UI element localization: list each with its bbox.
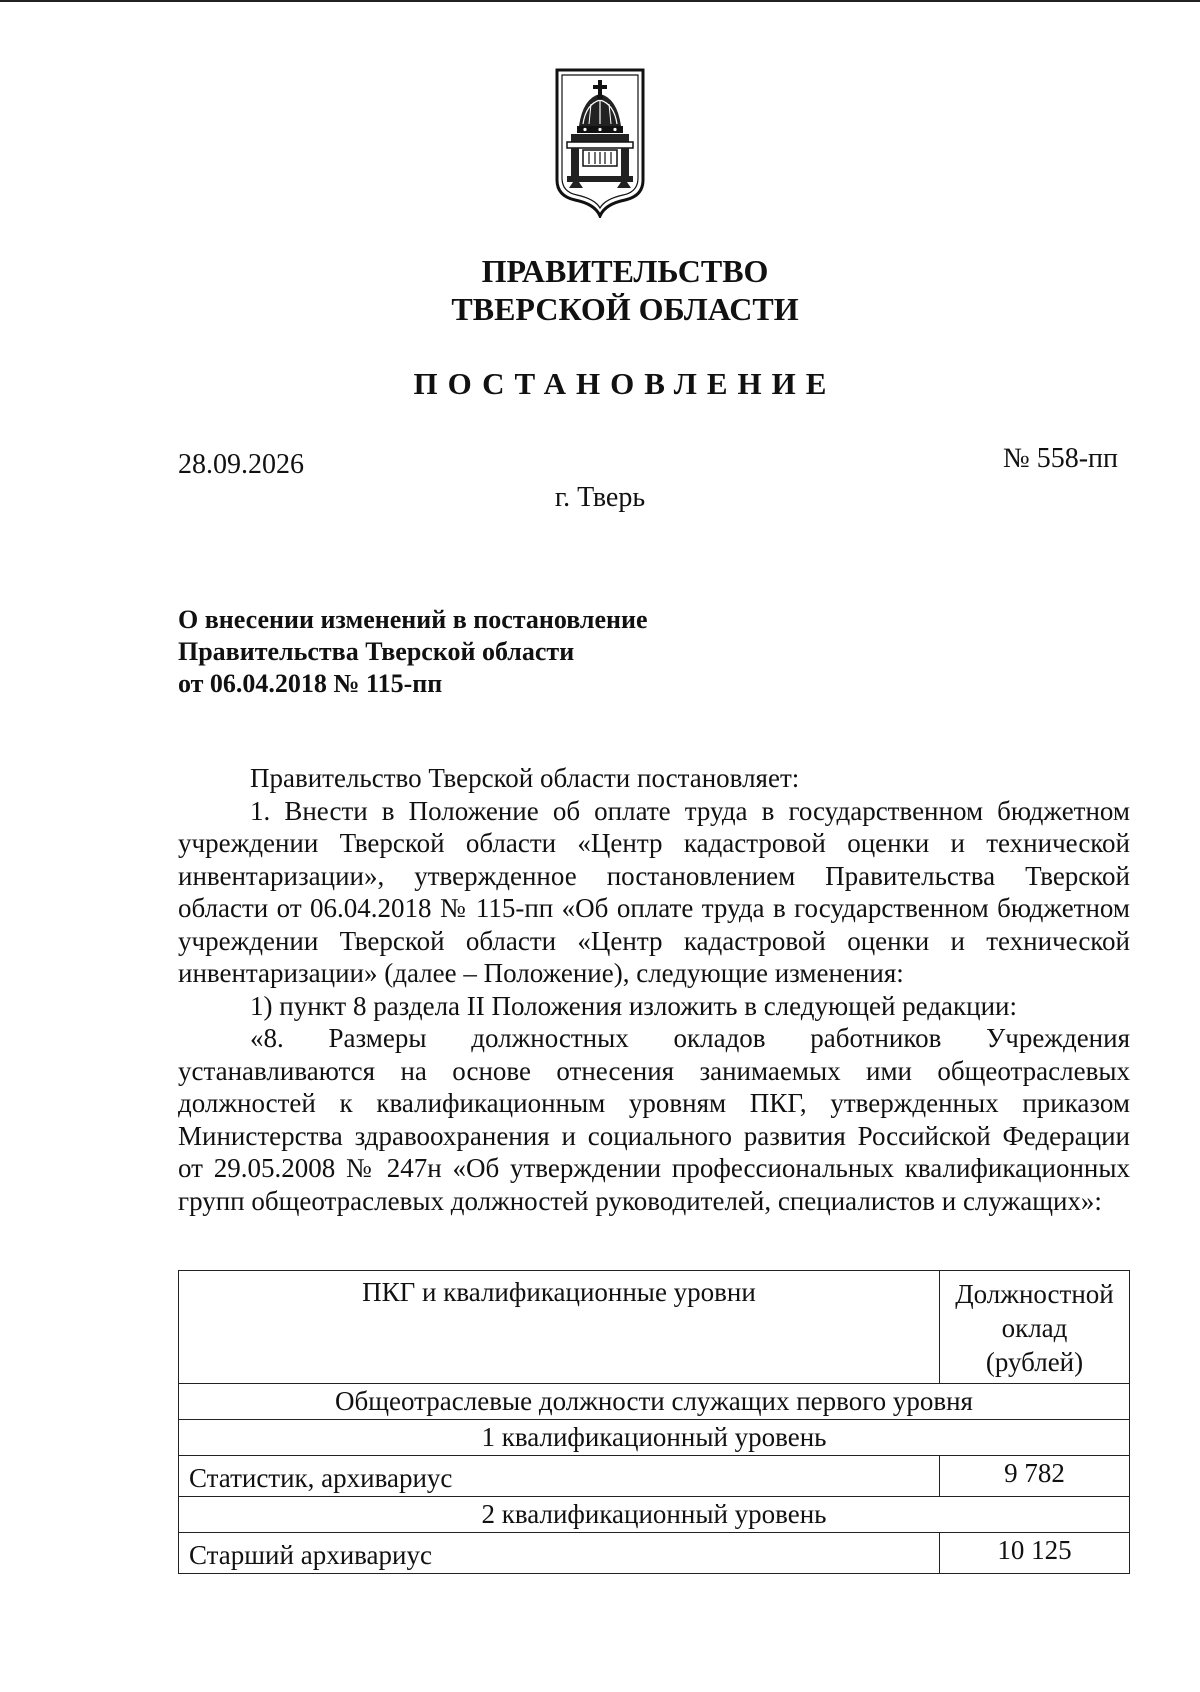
subject-line1: О внесении изменений в постановление xyxy=(178,605,648,634)
subject-line3: от 06.04.2018 № 115-пп xyxy=(178,669,443,698)
tver-region-coat-of-arms-icon xyxy=(553,68,647,218)
document-type: ПОСТАНОВЛЕНИЕ xyxy=(413,366,837,401)
table-header-row xyxy=(179,1271,1130,1384)
body-paragraph-2: 1) пункт 8 раздела II Положения изложить в следующей редакции: xyxy=(250,990,1017,1021)
table-cell-position: Старший архивариус xyxy=(179,1533,940,1574)
table-cell-salary: 10 125 xyxy=(940,1533,1130,1574)
table-header-salary: Должностной оклад (рублей) xyxy=(940,1271,1130,1384)
table-cell-position: Статистик, архивариус xyxy=(179,1456,940,1497)
table-level-heading: 1 квалификационный уровень xyxy=(179,1420,1130,1456)
document-date: 28.09.2026 xyxy=(178,449,304,480)
government-title xyxy=(0,252,1200,328)
body-paragraph-3: «8. Размеры должностных окладов работников Учреждения устанавливаются на основе отнесения занимаемых ими общеотраслевых должностей к квалификационным уровням ПКГ, утвержденных приказом Министерства здравоохранения и социального развития Российской Федерации от 29.05.2008 № 247н «Об утверждении профессиональных квалификационных групп общеотраслевых должностей руководителей, специалистов и служащих»: xyxy=(178,1023,1130,1216)
government-title-line1: ПРАВИТЕЛЬСТВО xyxy=(481,253,769,289)
table-cell-salary: 9 782 xyxy=(940,1456,1130,1497)
document-number: № 558-пп xyxy=(1002,443,1118,474)
table-group-row xyxy=(179,1384,1130,1420)
table-row xyxy=(179,1533,1130,1574)
scan-edge-line xyxy=(0,0,1200,2)
table-row xyxy=(179,1456,1130,1497)
table-level-row xyxy=(179,1420,1130,1456)
table-group-heading: Общеотраслевые должности служащих первого уровня xyxy=(179,1384,1130,1420)
document-body xyxy=(178,762,1130,1217)
document-city: г. Тверь xyxy=(554,482,646,513)
subject-line2: Правительства Тверской области xyxy=(178,637,575,666)
table-level-heading: 2 квалификационный уровень xyxy=(179,1497,1130,1533)
body-intro: Правительство Тверской области постановляет: xyxy=(250,763,800,793)
table-level-row xyxy=(179,1497,1130,1533)
body-paragraph-1: 1. Внести в Положение об оплате труда в государственном бюджетном учреждении Тверской области «Центр кадастровой оценки и технической инвентаризации», утвержденное постановлением Правительства Тверской области от 06.04.2018 № 115-пп «Об оплате труда в государственном бюджетном учреждении Тверской области «Центр кадастровой оценки и технической инвентаризации» (далее – Положение), следующие изменения: xyxy=(178,795,1130,988)
government-title-line2: ТВЕРСКОЙ ОБЛАСТИ xyxy=(451,291,799,327)
table-header-qualification: ПКГ и квалификационные уровни xyxy=(179,1271,940,1384)
salary-table xyxy=(178,1270,1130,1574)
document-subject xyxy=(178,604,648,700)
